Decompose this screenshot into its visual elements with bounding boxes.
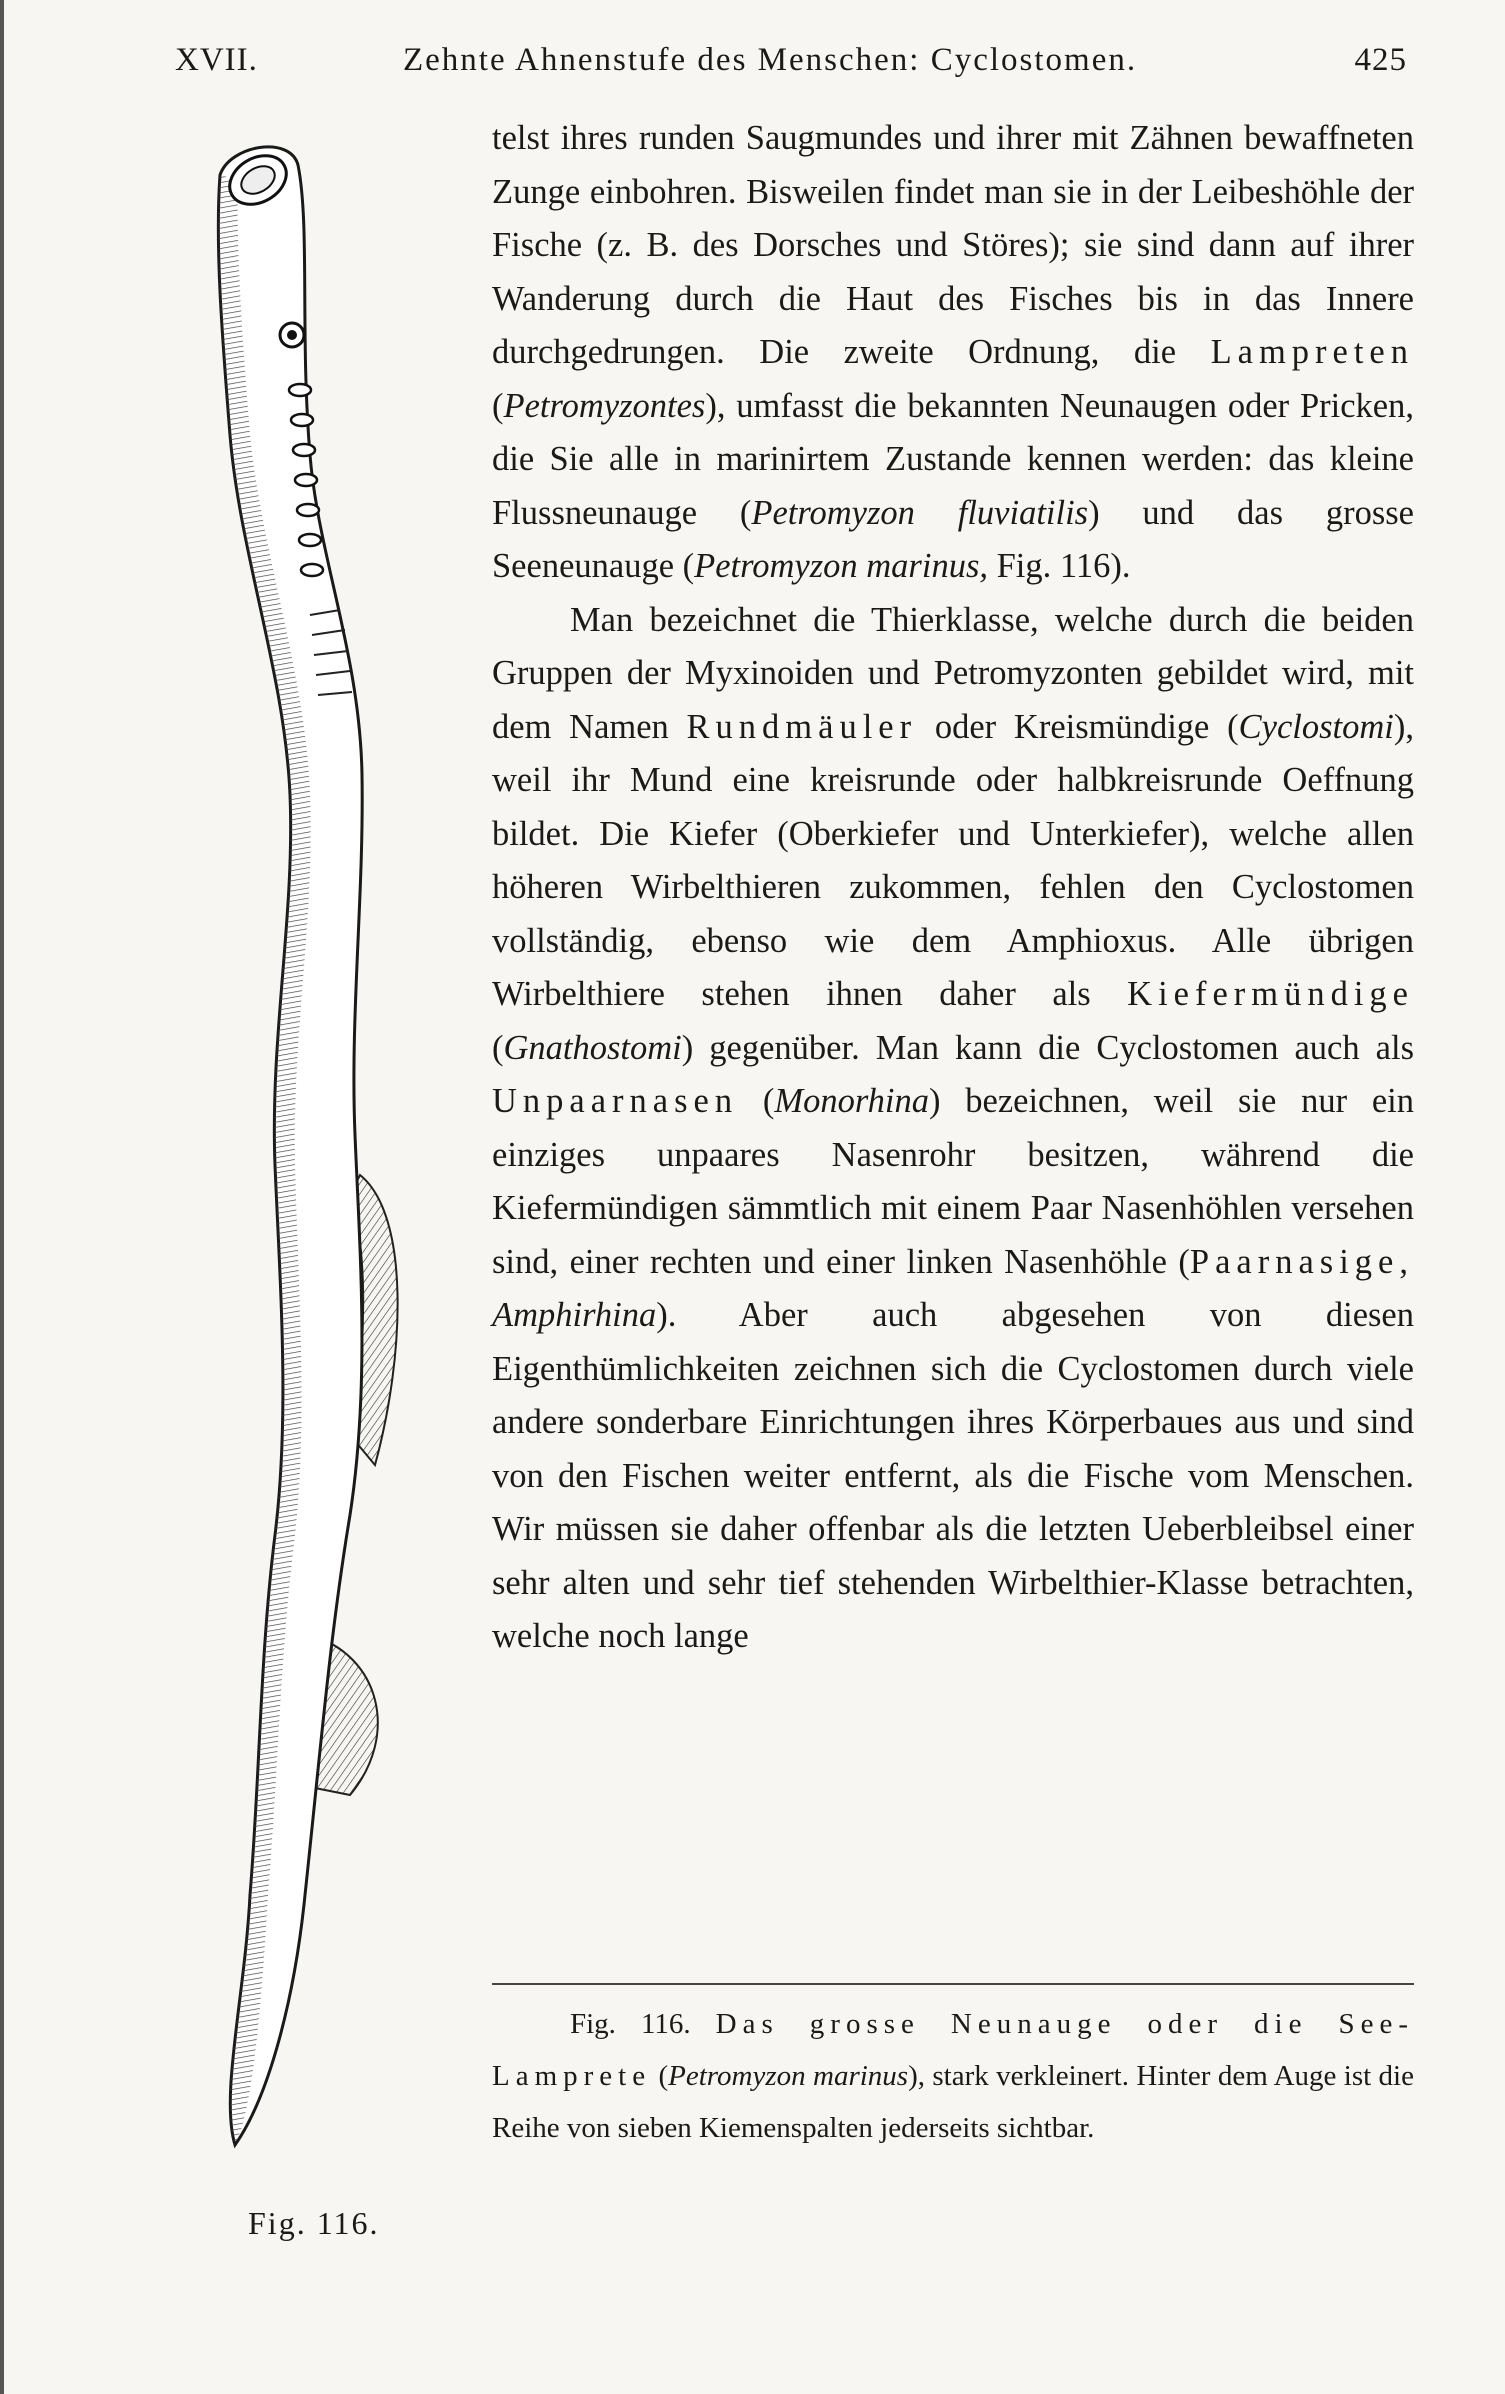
latin-term: Cyclostomi bbox=[1238, 707, 1394, 746]
caption-lead: Fig. 116. bbox=[570, 2008, 691, 2040]
spaced-term: Kiefermündige bbox=[1127, 975, 1414, 1013]
paragraph bbox=[492, 594, 1414, 1664]
latin-term: Monorhina bbox=[774, 1082, 929, 1120]
caption-text: ( bbox=[651, 2060, 669, 2092]
latin-term: Gnathostomi bbox=[503, 1028, 682, 1067]
text-run: ) und das grosse Seeneunauge ( bbox=[492, 493, 1414, 585]
caption-text: ), stark verkleinert. Hinter dem Auge ist die Reihe von sieben Kiemenspalten jederseits sichtbar. bbox=[492, 2060, 1414, 2144]
text-run: oder Kreismündige ( bbox=[917, 707, 1239, 746]
text-run: ) bezeichnen, weil sie nur ein einziges unpaares Nasenrohr besitzen, während die Kiefermündigen sämmtlich mit einem Paar Nasenhöhlen versehen sind, einer rechten und einer linken Nasenhöhle ( bbox=[492, 1082, 1414, 1281]
text-run: ), umfasst die bekannten Neunaugen oder Pricken, die Sie alle in marinirtem Zustande kennen werden: das kleine Flussneunauge ( bbox=[492, 386, 1414, 532]
text-run: ( bbox=[492, 386, 504, 425]
spaced-term: Rundmäuler bbox=[686, 707, 918, 746]
text-run: ( bbox=[738, 1082, 775, 1120]
running-header bbox=[175, 42, 1407, 92]
chapter-number: XVII. bbox=[175, 42, 258, 78]
page-number: 425 bbox=[1354, 42, 1407, 78]
text-run: Man bezeichnet die Thierklasse, welche durch die beiden Gruppen der Myxinoiden und Petromyzonten gebildet wird, mit dem Namen bbox=[492, 600, 1414, 746]
caption-latin-term: Petromyzon marinus bbox=[668, 2060, 909, 2092]
caption-spaced-text: Das grosse Neunauge oder die See-Lamprete bbox=[492, 2008, 1415, 2092]
latin-term: Amphirhina bbox=[492, 1296, 657, 1334]
running-title: Zehnte Ahnenstufe des Menschen: Cyclostomen. bbox=[403, 42, 1138, 78]
latin-term: Petromyzontes bbox=[503, 386, 706, 425]
body-text bbox=[492, 112, 1414, 1664]
text-run: ) gegenüber. Man kann die Cyclostomen auch als bbox=[681, 1028, 1414, 1067]
text-run: ). Aber auch abgesehen von diesen Eigenthümlichkeiten zeichnen sich die Cyclostomen durch viele andere sonderbare Einrichtungen ihres Körperbaues aus und sind von den Fischen weiter entfernt, als die Fische vom Menschen. Wir müssen sie daher offenbar als die letzten Ueberbleibsel einer sehr alten und sehr tief stehenden Wirbelthier-Klasse betrachten, welche noch lange bbox=[492, 1296, 1414, 1655]
text-run: ), weil ihr Mund eine kreisrunde oder halbkreisrunde Oeffnung bildet. Die Kiefer (Oberkiefer und Unterkiefer), welche allen höheren Wirbelthieren zukommen, fehlen den Cyclostomen vollständig, ebenso wie dem Amphioxus. Alle übrigen Wirbelthiere stehen ihnen daher als bbox=[492, 707, 1414, 1013]
figure-label: Fig. 116. bbox=[248, 2205, 380, 2241]
lamprey-illustration-icon bbox=[200, 135, 460, 2185]
text-run: ( bbox=[492, 1028, 504, 1067]
spaced-term: Unpaarnasen bbox=[492, 1082, 739, 1120]
text-run: telst ihres runden Saugmundes und ihrer mit Zähnen bewaffneten Zunge einbohren. Bisweilen findet man sie in der Leibeshöhle der Fische (z. B. des Dorsches und Störes); sie sind dann auf ihrer Wanderung durch die Haut des Fisches bis in das Innere durchgedrungen. Die zweite Ordnung, die bbox=[492, 119, 1414, 371]
footnote-divider bbox=[492, 1983, 1414, 1985]
figure-caption bbox=[492, 1998, 1414, 2154]
latin-term: Petromyzon fluviatilis bbox=[751, 493, 1089, 532]
spaced-term: Lampreten bbox=[1210, 333, 1414, 371]
spaced-term: Paarnasige, bbox=[1189, 1242, 1414, 1281]
latin-term: Petromyzon marinus, bbox=[694, 547, 988, 585]
text-run: Fig. 116). bbox=[988, 547, 1131, 585]
page-edge bbox=[0, 0, 4, 2394]
paragraph bbox=[492, 112, 1414, 594]
